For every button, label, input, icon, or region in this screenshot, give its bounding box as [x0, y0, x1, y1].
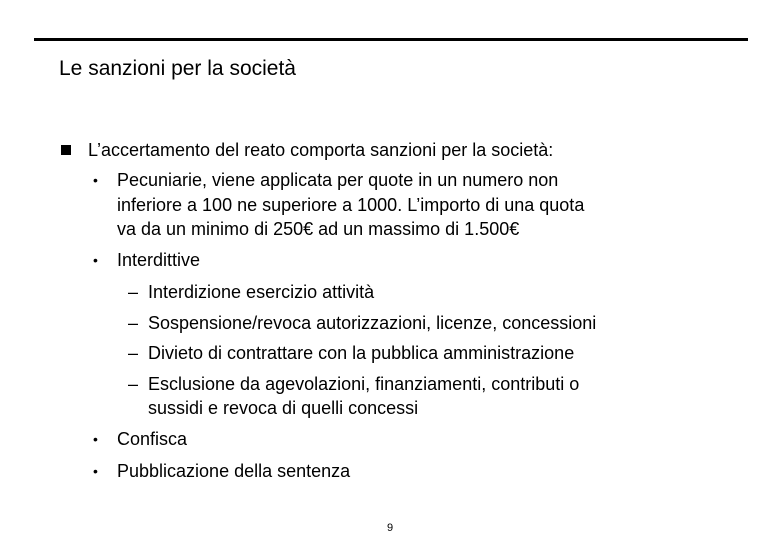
subitem-line: Esclusione da agevolazioni, finanziamenti, contributi o — [148, 374, 580, 394]
dash-bullet-icon: – — [128, 374, 139, 394]
bullet-dot-icon: • — [93, 463, 98, 479]
slide-title: Le sanzioni per la società — [59, 57, 296, 80]
dash-bullet-icon: – — [128, 343, 139, 363]
bullet-dot-icon: • — [93, 431, 98, 447]
bullet-line: Pecuniarie, viene applicata per quote in un numero non — [117, 170, 559, 190]
bullet-line: inferiore a 100 ne superiore a 1000. L’importo di una quota — [117, 195, 585, 215]
bullet-line: Pubblicazione della sentenza — [117, 461, 351, 481]
bullet-line: Interdittive — [117, 250, 201, 270]
title-rule — [34, 38, 748, 41]
subitem-line: Interdizione esercizio attività — [148, 282, 375, 302]
intro-text: L’accertamento del reato comporta sanzioni per la società: — [88, 140, 554, 160]
dash-bullet-icon: – — [128, 313, 139, 333]
bullet-dot-icon: • — [93, 172, 98, 188]
bullet-dot-icon: • — [93, 252, 98, 268]
subitem-line: Divieto di contrattare con la pubblica amministrazione — [148, 343, 575, 363]
page-number: 9 — [386, 522, 394, 534]
subitem-line: sussidi e revoca di quelli concessi — [148, 398, 419, 418]
dash-bullet-icon: – — [128, 282, 139, 302]
square-bullet-icon — [61, 145, 71, 155]
bullet-line: Confisca — [117, 429, 188, 449]
subitem-line: Sospensione/revoca autorizzazioni, licenze, concessioni — [148, 313, 597, 333]
bullet-line: va da un minimo di 250€ ad un massimo di 1.500€ — [117, 219, 520, 239]
